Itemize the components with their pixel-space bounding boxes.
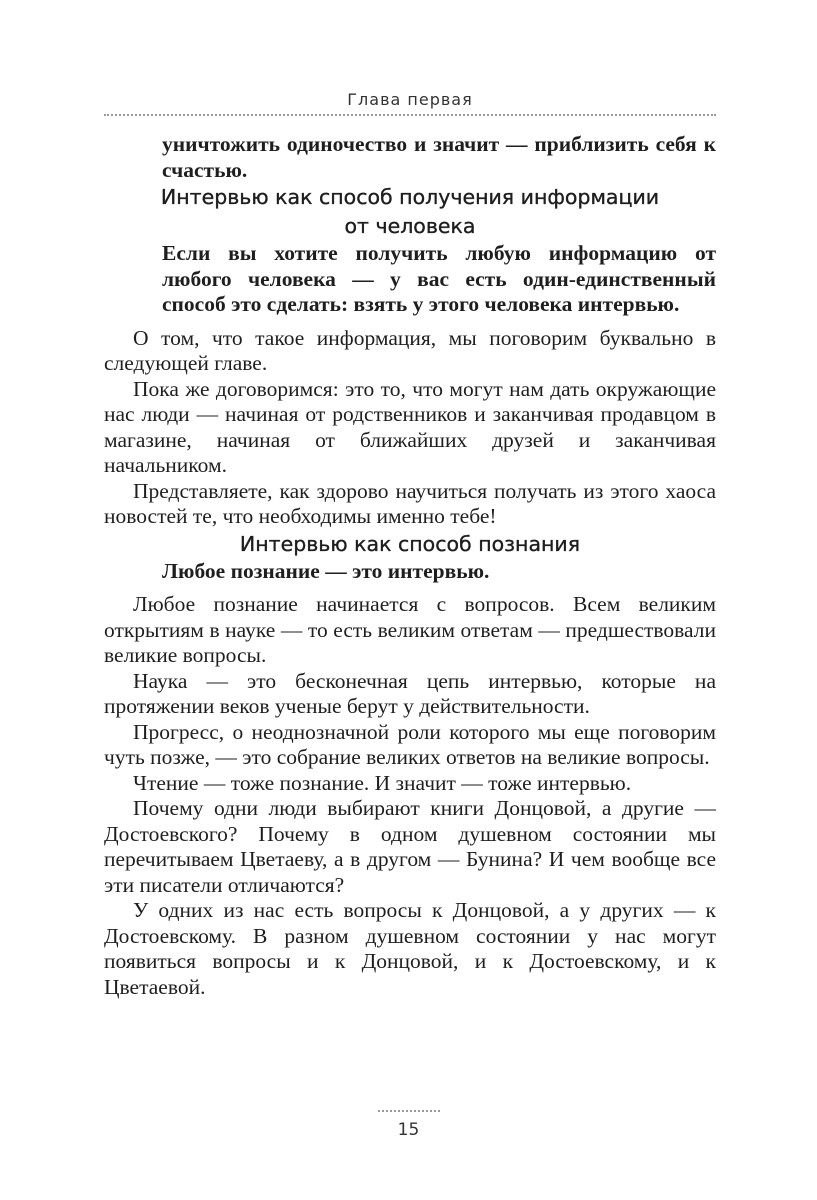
section-information [104,183,716,530]
paragraph: Пока же договоримся: это то, что могут нам дать окружающие нас люди — начиная от родственников и заканчивая продавцом в магазине, начиная от ближайших друзей и заканчивая начальником. [104,376,716,477]
paragraph: Представляете, как здорово научиться получать из этого хаоса новостей те, что необходимы именно тебе! [104,478,716,528]
paragraph: Прогресс, о неоднозначной роли которого мы еще поговорим чуть позже, — это собрание великих ответов на великие вопросы. [104,719,716,769]
chapter-running-header: Глава первая [347,90,473,109]
paragraph: Любое познание начинается с вопросов. Всем великим открытиям в науке — то есть великим ответам — предшествовали великие вопросы. [104,592,716,667]
page-body [104,128,716,1000]
section-cognition [104,530,716,1001]
paragraph: О том, что такое информация, мы поговорим буквально в следующей главе. [104,325,716,375]
paragraph: У одних из нас есть вопросы к Донцовой, а у других — к Достоевскому. В разном душевном состоянии у нас могут появиться вопросы и к Донцовой, и к Достоевскому, и к Цветаевой. [104,898,716,999]
intro-bold-text: уничтожить одиночество и значит — приблизить себя к счастью. [162,132,716,182]
section-lead: Любое познание — это интервью. [162,558,490,583]
section-heading: Интервью как способ познания [239,531,581,556]
paragraph: Чтение — тоже познание. И значит — тоже интервью. [133,770,632,795]
paragraph: Почему одни люди выбирают книги Донцовой, а другие — Достоевского? Почему в одном душевном состоянии мы перечитываем Цветаеву, а в другом — Бунина? И чем вообще все эти писатели отличаются? [104,796,716,897]
section-lead: Если вы хотите получить любую информацию от любого человека — у вас есть один-единственный способ это сделать: взять у этого человека интервью. [162,241,716,316]
paragraph: Наука — это бесконечная цепь интервью, которые на протяжении веков ученые берут у действительности. [104,668,716,718]
footer-dotted-rule [378,1110,440,1112]
page-number: 15 [397,1120,420,1140]
section-heading: Интервью как способ получения информации от человека [160,185,660,238]
header-dotted-rule [104,114,716,116]
